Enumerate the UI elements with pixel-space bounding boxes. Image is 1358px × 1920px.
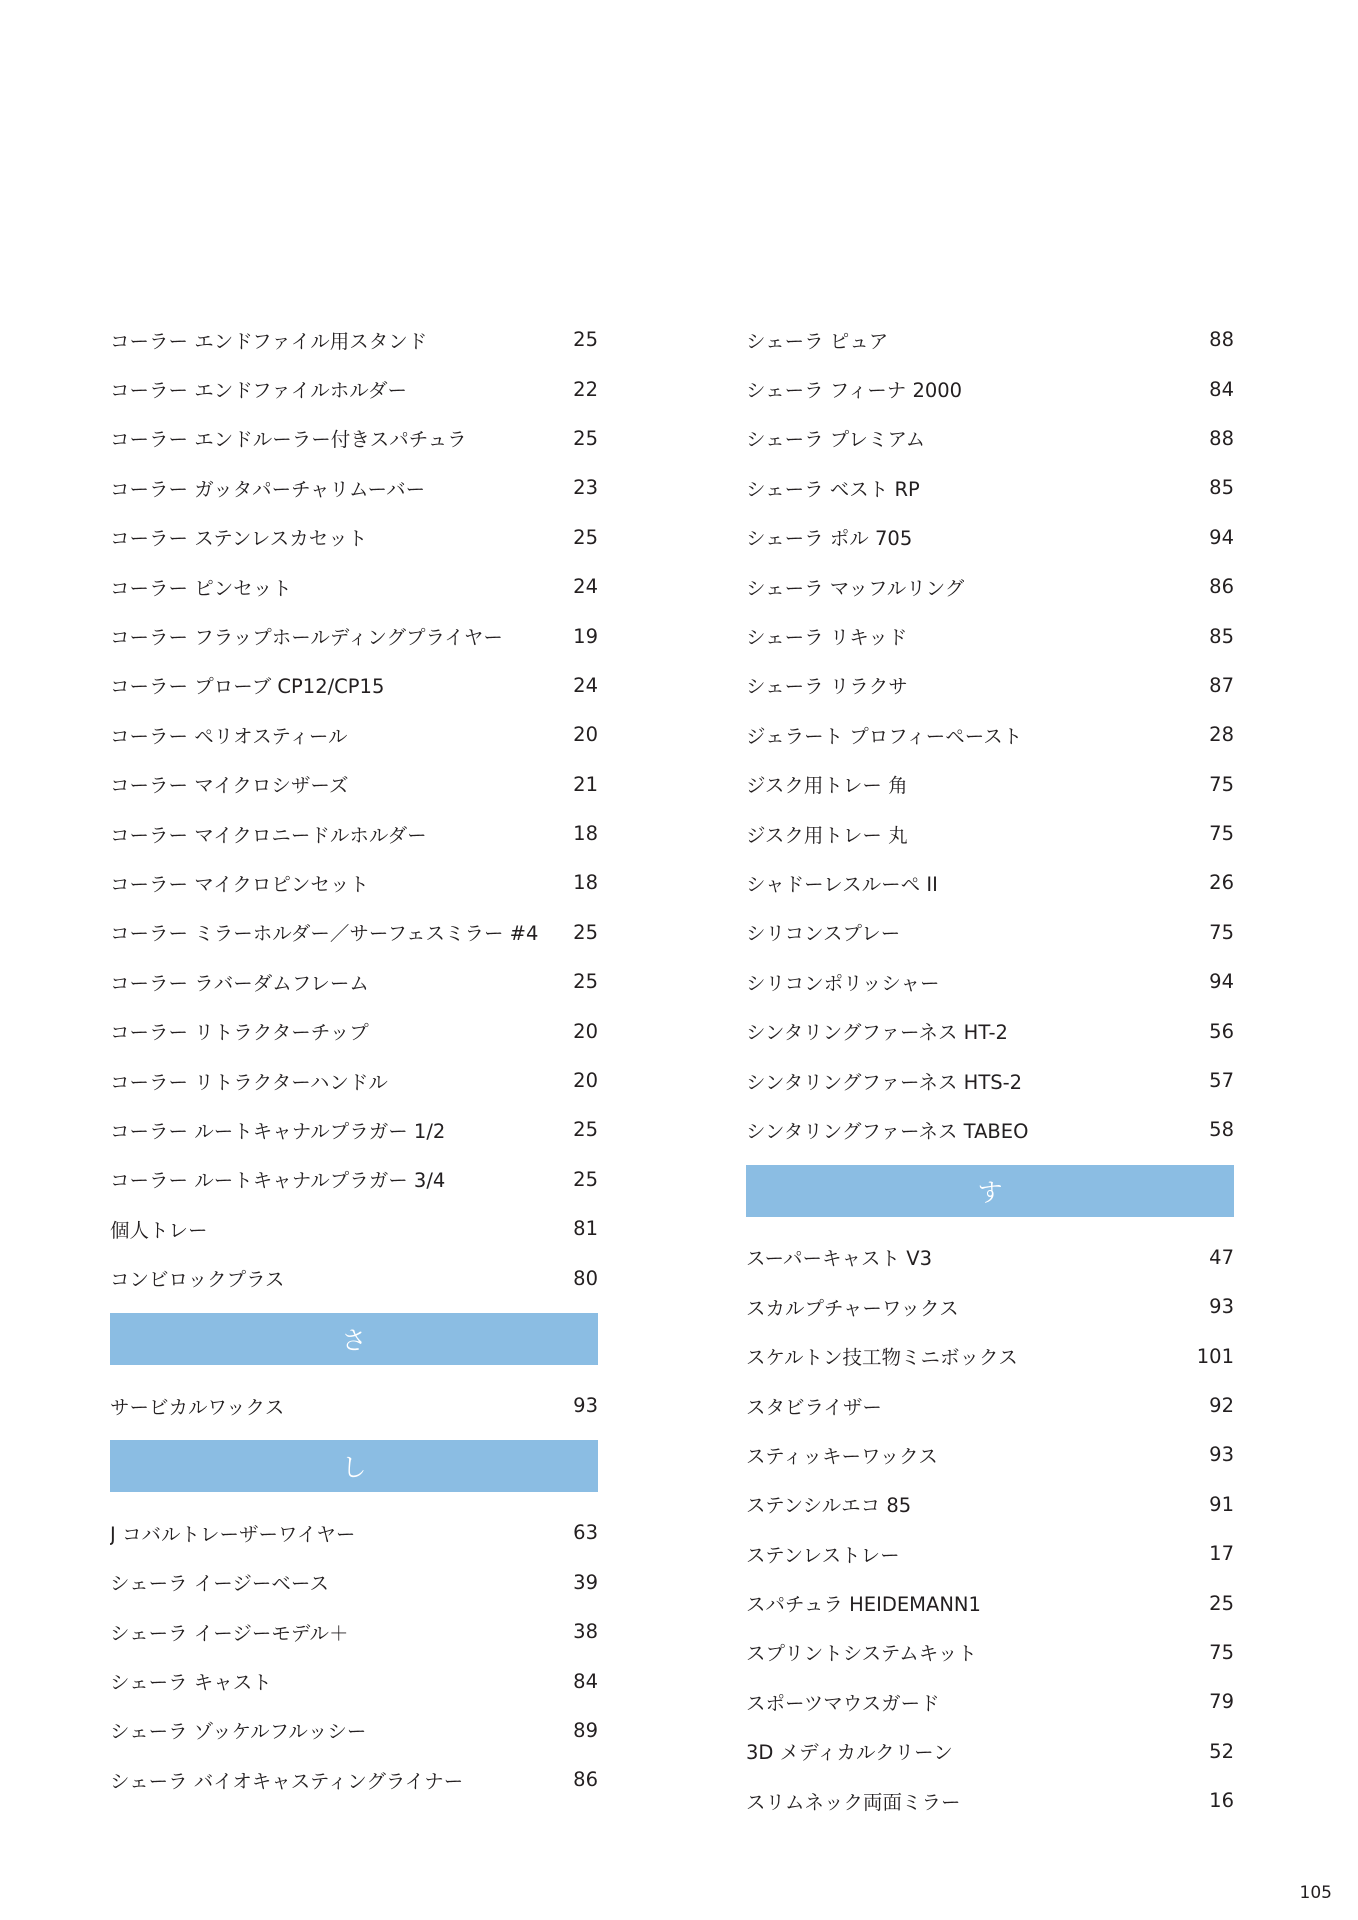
index-entry — [746, 463, 1234, 512]
entry-name: コーラー エンドファイル用スタンド — [110, 329, 428, 353]
entry-name: シェーラ バイオキャスティングライナー — [110, 1769, 464, 1793]
entry-name: スプリントシステムキット — [746, 1642, 977, 1666]
entry-name: コーラー プローブ CP12/CP15 — [110, 675, 385, 699]
section-header: す — [746, 1165, 1234, 1217]
entry-name: シンタリングファーネス HTS-2 — [746, 1070, 1023, 1094]
index-entry — [746, 1282, 1234, 1331]
index-entry — [746, 1727, 1234, 1776]
index-entry — [110, 1558, 598, 1607]
entry-name: コンビロックプラス — [110, 1268, 285, 1292]
entry-page: 17 — [1209, 1542, 1234, 1566]
index-entry — [746, 1430, 1234, 1479]
index-entry — [746, 809, 1234, 858]
index-entry — [110, 562, 598, 611]
index-entry — [110, 957, 598, 1006]
index-entry — [110, 661, 598, 710]
entry-name: コーラー ルートキャナルプラガー 1/2 — [110, 1119, 446, 1143]
index-entry — [746, 414, 1234, 463]
entry-name: シェーラ ベスト RP — [746, 477, 920, 501]
entry-page: 39 — [573, 1570, 598, 1594]
entry-page: 25 — [573, 1118, 598, 1142]
entry-page: 93 — [573, 1394, 598, 1417]
entry-name: コーラー ラバーダムフレーム — [110, 971, 369, 995]
index-entry — [110, 315, 598, 364]
index-entry — [110, 1204, 598, 1253]
entry-page: 57 — [1209, 1069, 1234, 1093]
entry-name: シェーラ イージーベース — [110, 1572, 329, 1596]
entry-page: 20 — [573, 1069, 598, 1093]
index-entry — [746, 858, 1234, 907]
entry-name: コーラー マイクロピンセット — [110, 872, 369, 896]
entry-name: コーラー ミラーホルダー／サーフェスミラー #4 — [110, 922, 539, 946]
index-entry — [746, 1776, 1234, 1825]
entry-name: スケルトン技工物ミニボックス — [746, 1346, 1018, 1370]
entry-page: 26 — [1209, 871, 1234, 895]
entry-name: コーラー フラップホールディングプライヤー — [110, 626, 503, 650]
index-entry — [110, 760, 598, 809]
entry-page: 25 — [573, 525, 598, 549]
entry-name: シェーラ イージーモデル＋ — [110, 1621, 349, 1645]
index-entry — [110, 1508, 598, 1557]
index-entry — [110, 1155, 598, 1204]
entry-page: 85 — [1209, 476, 1234, 500]
entry-page: 25 — [573, 328, 598, 352]
index-entry — [110, 1253, 598, 1302]
index-entry — [746, 364, 1234, 413]
index-entry — [110, 513, 598, 562]
entry-page: 80 — [573, 1266, 598, 1290]
entry-name: ジェラート プロフィーペースト — [746, 724, 1023, 748]
index-entry — [746, 1677, 1234, 1726]
entry-page: 28 — [1209, 723, 1234, 747]
entry-page: 63 — [573, 1521, 598, 1545]
index-column-right — [746, 315, 1234, 1825]
index-entry — [110, 1755, 598, 1804]
entry-name: 3D メディカルクリーン — [746, 1741, 953, 1765]
entry-page: 18 — [573, 822, 598, 846]
entry-page: 38 — [573, 1620, 598, 1644]
entry-name: コーラー エンドファイルホルダー — [110, 379, 407, 403]
entry-page: 52 — [1209, 1739, 1234, 1763]
entry-name: シェーラ リラクサ — [746, 675, 908, 699]
entry-page: 85 — [1209, 624, 1234, 648]
entry-page: 25 — [573, 1167, 598, 1191]
entry-page: 25 — [573, 970, 598, 994]
entry-name: 個人トレー — [110, 1218, 208, 1242]
index-entry — [746, 1006, 1234, 1055]
entry-page: 86 — [1209, 575, 1234, 599]
entry-name: スカルプチャーワックス — [746, 1296, 959, 1320]
index-entry — [110, 364, 598, 413]
entry-name: スパチュラ HEIDEMANN1 — [746, 1593, 981, 1617]
index-entry — [746, 562, 1234, 611]
index-entry — [746, 908, 1234, 957]
entry-name: サービカルワックス — [110, 1395, 285, 1419]
index-entry — [110, 1105, 598, 1154]
index-entry — [746, 1056, 1234, 1105]
entry-name: シャドーレスルーペ II — [746, 872, 938, 896]
index-entry — [110, 1656, 598, 1705]
index-entry — [110, 1006, 598, 1055]
entry-page: 21 — [573, 772, 598, 796]
entry-name: ステンレストレー — [746, 1543, 900, 1567]
entry-page: 92 — [1209, 1394, 1234, 1417]
entry-page: 75 — [1209, 822, 1234, 846]
entry-name: シェーラ フィーナ 2000 — [746, 379, 963, 403]
entry-name: スーパーキャスト V3 — [746, 1247, 932, 1271]
entry-page: 23 — [573, 476, 598, 500]
index-entry — [746, 710, 1234, 759]
entry-page: 25 — [1209, 1591, 1234, 1615]
entry-name: コーラー ガッタパーチャリムーバー — [110, 477, 426, 501]
entry-name: シェーラ プレミアム — [746, 428, 926, 452]
entry-page: 24 — [573, 673, 598, 697]
entry-page: 84 — [1209, 377, 1234, 401]
entry-page: 89 — [573, 1718, 598, 1742]
index-entry — [110, 1381, 598, 1430]
index-entry — [746, 1628, 1234, 1677]
entry-name: コーラー ステンレスカセット — [110, 527, 368, 551]
entry-page: 19 — [573, 624, 598, 648]
index-entry — [746, 760, 1234, 809]
index-entry — [110, 1706, 598, 1755]
entry-name: コーラー リトラクターチップ — [110, 1021, 369, 1045]
page-number: 105 — [1299, 1883, 1332, 1903]
entry-page: 56 — [1209, 1019, 1234, 1043]
index-entry — [110, 908, 598, 957]
index-entry — [746, 1578, 1234, 1627]
entry-name: コーラー ペリオスティール — [110, 724, 348, 748]
index-entry — [110, 414, 598, 463]
entry-name: シンタリングファーネス TABEO — [746, 1119, 1029, 1143]
entry-name: コーラー リトラクターハンドル — [110, 1070, 388, 1094]
entry-name: コーラー ピンセット — [110, 576, 292, 600]
entry-name: ジスク用トレー 角 — [746, 774, 908, 798]
entry-name: J コバルトレーザーワイヤー — [110, 1522, 356, 1546]
entry-page: 93 — [1209, 1295, 1234, 1319]
entry-page: 93 — [1209, 1443, 1234, 1467]
entry-page: 81 — [573, 1217, 598, 1241]
entry-page: 20 — [573, 723, 598, 747]
index-entry — [110, 809, 598, 858]
section-header: し — [110, 1440, 598, 1492]
entry-page: 47 — [1209, 1245, 1234, 1269]
entry-name: ジスク用トレー 丸 — [746, 823, 908, 847]
index-entry — [746, 1480, 1234, 1529]
index-entry — [110, 463, 598, 512]
entry-name: スティッキーワックス — [746, 1444, 938, 1468]
entry-page: 101 — [1196, 1344, 1234, 1368]
entry-page: 87 — [1209, 673, 1234, 697]
entry-name: シェーラ ピュア — [746, 329, 889, 353]
index-entry — [110, 1607, 598, 1656]
index-entry — [746, 1105, 1234, 1154]
entry-name: シェーラ ゾッケルフルッシー — [110, 1720, 367, 1744]
index-entry — [746, 611, 1234, 660]
index-entry — [746, 315, 1234, 364]
index-entry — [746, 1233, 1234, 1282]
entry-name: コーラー マイクロニードルホルダー — [110, 823, 427, 847]
entry-page: 24 — [573, 575, 598, 599]
entry-page: 94 — [1209, 525, 1234, 549]
entry-page: 75 — [1209, 1640, 1234, 1664]
entry-name: ステンシルエコ 85 — [746, 1494, 912, 1518]
entry-page: 75 — [1209, 920, 1234, 944]
entry-name: シリコンスプレー — [746, 922, 901, 946]
entry-page: 20 — [573, 1019, 598, 1043]
index-entry — [110, 1056, 598, 1105]
entry-page: 22 — [573, 377, 598, 401]
entry-name: コーラー マイクロシザーズ — [110, 774, 349, 798]
entry-page: 88 — [1209, 328, 1234, 352]
index-entry — [110, 611, 598, 660]
index-column-left — [110, 315, 598, 1805]
entry-page: 79 — [1209, 1690, 1234, 1714]
index-entry — [746, 1529, 1234, 1578]
entry-name: スタビライザー — [746, 1395, 882, 1419]
entry-name: スポーツマウスガード — [746, 1691, 940, 1715]
index-entry — [110, 858, 598, 907]
index-entry — [746, 661, 1234, 710]
entry-name: シェーラ マッフルリング — [746, 576, 965, 600]
index-entry — [746, 513, 1234, 562]
entry-name: コーラー エンドルーラー付きスパチュラ — [110, 428, 467, 452]
entry-name: シェーラ リキッド — [746, 626, 908, 650]
entry-page: 84 — [573, 1669, 598, 1693]
entry-page: 16 — [1209, 1789, 1234, 1813]
section-header: さ — [110, 1313, 598, 1365]
entry-page: 86 — [573, 1768, 598, 1792]
entry-page: 25 — [573, 920, 598, 944]
entry-name: シェーラ キャスト — [110, 1671, 272, 1695]
entry-page: 91 — [1209, 1492, 1234, 1516]
entry-page: 58 — [1209, 1118, 1234, 1142]
index-entry — [110, 710, 598, 759]
entry-page: 18 — [573, 871, 598, 895]
index-entry — [746, 957, 1234, 1006]
entry-page: 25 — [573, 426, 598, 450]
entry-name: コーラー ルートキャナルプラガー 3/4 — [110, 1169, 446, 1193]
entry-name: スリムネック両面ミラー — [746, 1790, 961, 1814]
entry-page: 88 — [1209, 426, 1234, 450]
index-entry — [746, 1331, 1234, 1380]
entry-page: 75 — [1209, 772, 1234, 796]
index-entry — [746, 1381, 1234, 1430]
entry-name: シェーラ ポル 705 — [746, 527, 913, 551]
entry-name: シリコンポリッシャー — [746, 971, 940, 995]
entry-name: シンタリングファーネス HT-2 — [746, 1021, 1008, 1045]
entry-page: 94 — [1209, 970, 1234, 994]
